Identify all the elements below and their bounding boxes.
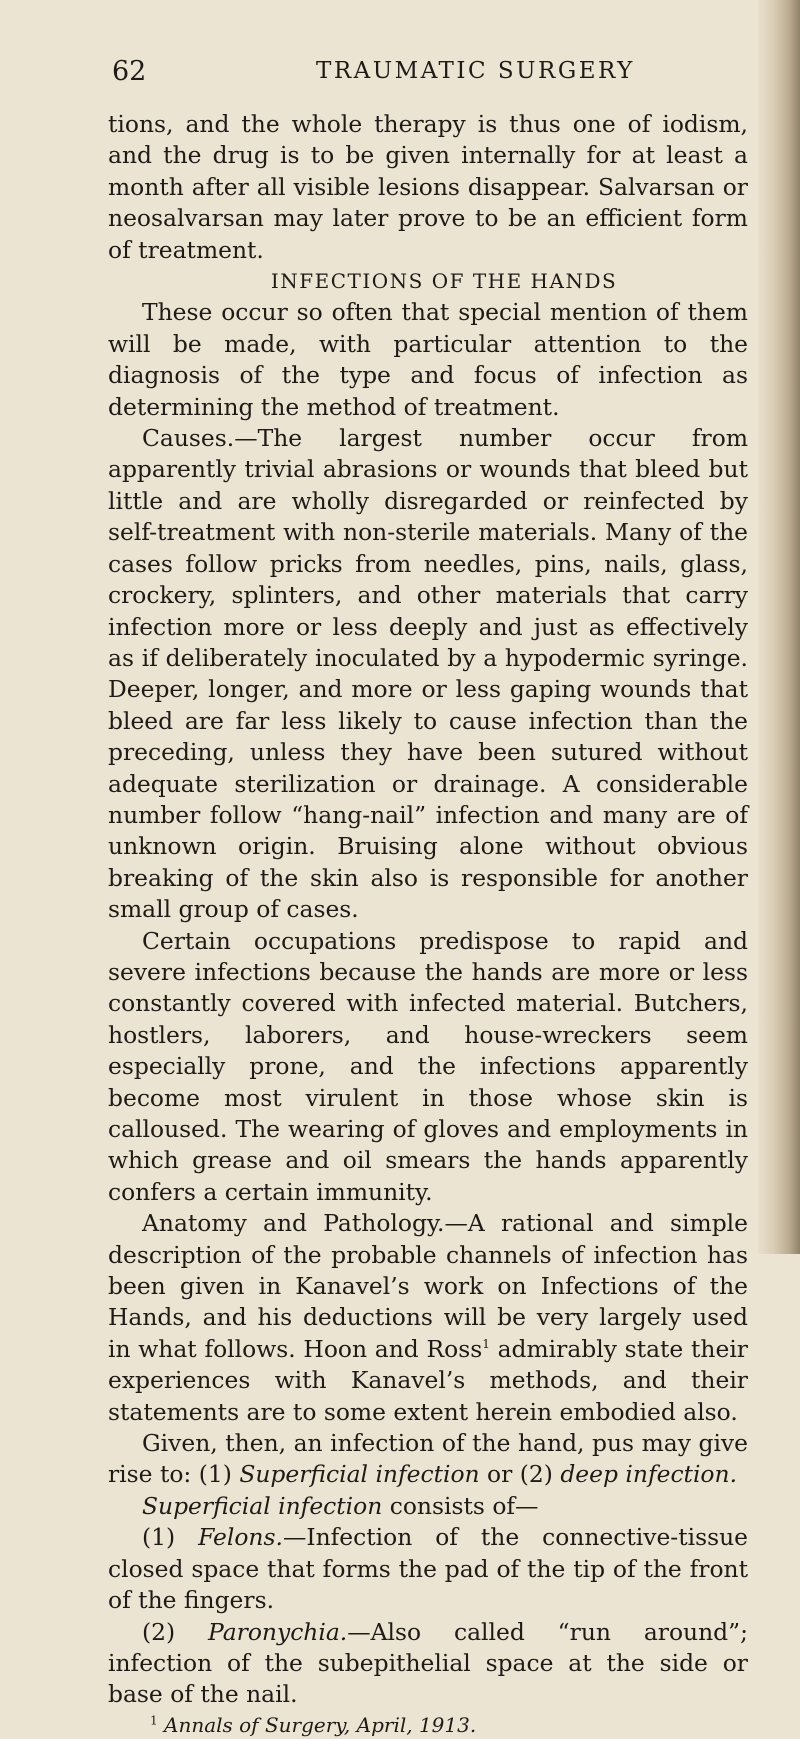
footnote-marker: 1 (150, 1713, 158, 1728)
list-item-paronychia (108, 1617, 748, 1711)
page-header (112, 56, 752, 92)
term-superficial-infection: Superficial infection (239, 1460, 480, 1489)
term-paronychia: Paronychia. (208, 1617, 348, 1646)
paragraph-intro: These occur so often that special mention of them will be made, with particular attention to the diagnosis of the type and focus of infection as determining the method of treatment. (108, 298, 748, 421)
paragraph-given-text-b: or (2) (479, 1460, 561, 1489)
paragraph-causes-text: —The largest number occur from apparently trivial abrasions or wounds that bleed but little and are wholly disregarded or reinfected by self-treatment with non-sterile materials. Many of the cases follow pricks from needles, pins, nails, glass, crockery, splinters, and other materials that carry infection more or less deeply and just as effectively as if deliberately inoculated by a hypodermic syringe. Deeper, longer, and more or less gaping wounds that bleed are far less likely to cause infection than the preceding, unless they have been sutured without adequate sterilization or drainage. A considerable number follow “hang-nail” infection and many are of unknown origin. Bruising alone without obvious breaking of the skin also is responsible for another small group of cases. (108, 424, 748, 924)
paragraph-anatomy-text-b: admirably state their experiences with Kanavel’s methods, and their statements are to some extent herein embodied also. (108, 1334, 748, 1426)
running-title: TRAUMATIC SURGERY (316, 58, 635, 84)
paragraph-given (108, 1428, 748, 1491)
paragraph-continuation: tions, and the whole therapy is thus one of iodism, and the drug is to be given internally for at least a month after all visible lesions disappear. Salvarsan or neosalvarsan may later prove to be an efficient form of treatment. (108, 110, 748, 264)
term-felons: Felons. (198, 1523, 283, 1552)
footnote-reference: 1 (482, 1337, 490, 1352)
footnote-text: Annals of Surgery, April, 1913. (157, 1712, 477, 1737)
list-item-paronychia-number: (2) (142, 1617, 209, 1646)
page-edge-shadow (758, 0, 800, 1254)
list-item-felons (108, 1522, 748, 1616)
paragraph-superficial-text: consists of— (382, 1491, 539, 1520)
section-heading: INFECTIONS OF THE HANDS (270, 269, 618, 294)
paragraph-superficial (108, 1491, 748, 1522)
list-item-paronychia-text: —Also called “run around”; infection of the subepithelial space at the side or base of the nail. (108, 1617, 748, 1709)
page-number: 62 (112, 56, 147, 87)
run-in-heading-causes: Causes. (142, 424, 235, 453)
body-text (108, 109, 748, 1739)
list-item-felons-text: —Infection of the connective-tissue closed space that forms the pad of the tip of the front of the fingers. (108, 1523, 748, 1615)
paragraph-given-text-a: Given, then, an infection of the hand, pus may give rise to: (1) (108, 1429, 748, 1489)
term-superficial-infection-heading: Superficial infection (142, 1491, 383, 1520)
paragraph-anatomy-text-a: —A rational and simple description of the probable channels of infection has been given in Kanavel’s work on Infections of the Hands, and his deductions will be very largely used in what follows. Hoon and Ross (108, 1209, 748, 1363)
paragraph-causes (108, 423, 748, 926)
run-in-heading-anatomy: Anatomy and Pathology. (142, 1209, 445, 1238)
list-item-felons-number: (1) (142, 1523, 199, 1552)
footnote (108, 1711, 748, 1739)
term-deep-infection: deep infection. (560, 1460, 738, 1489)
paragraph-anatomy (108, 1208, 748, 1428)
paragraph-occupations: Certain occupations predispose to rapid and severe infections because the hands are more or less constantly covered with infected material. Butchers, hostlers, laborers, and house-wreckers seem especially prone, and the infections apparently become most virulent in those whose skin is calloused. The wearing of gloves and employments in which grease and oil smears the hands apparently confers a certain immunity. (108, 926, 748, 1206)
